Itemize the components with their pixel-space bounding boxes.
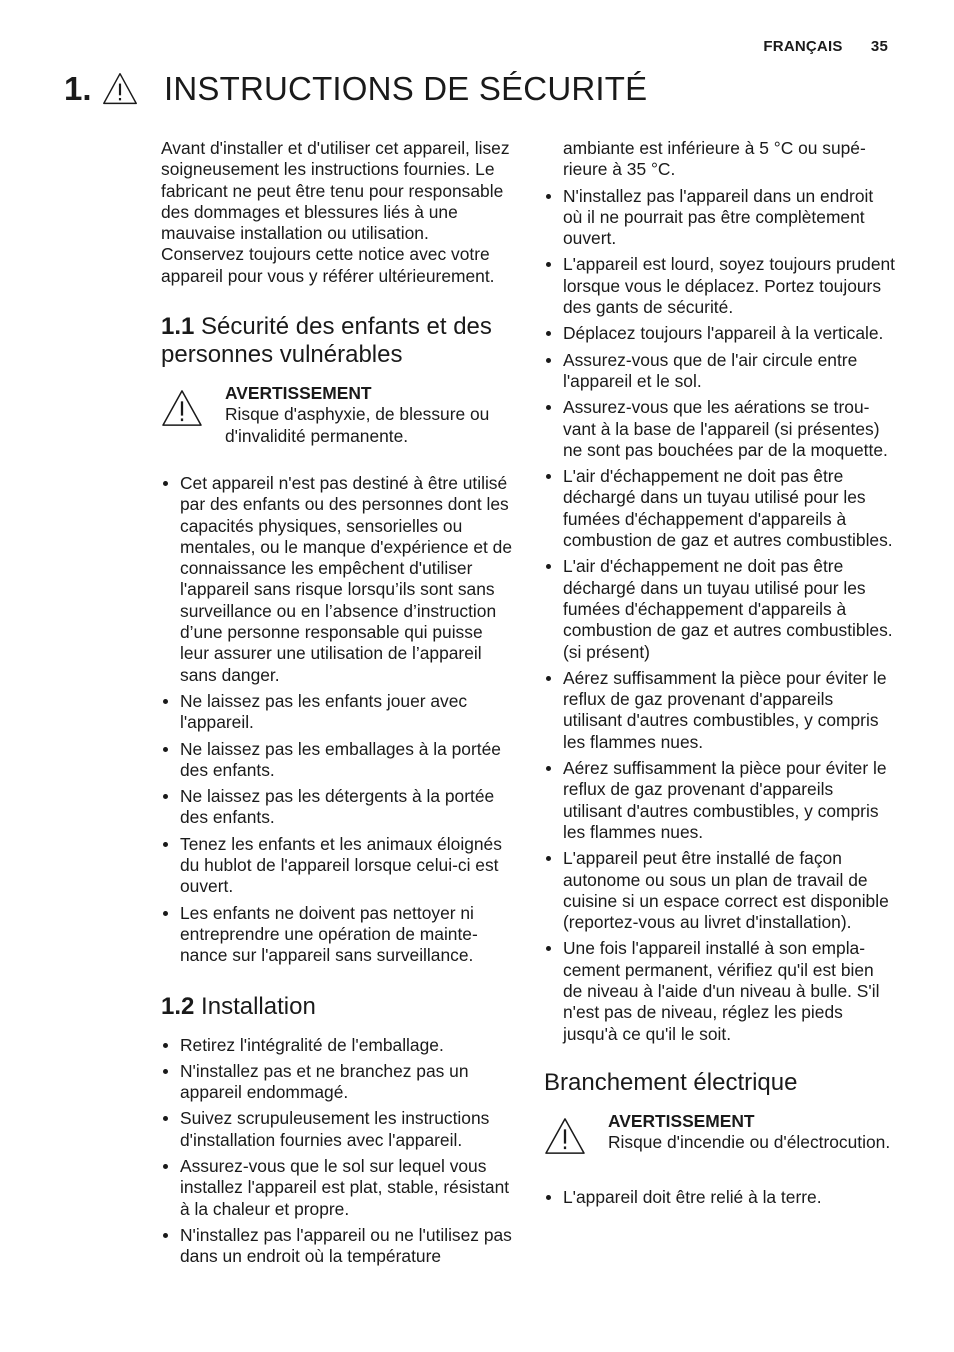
warning-text: Risque d'incendie ou d'électrocution. [608, 1132, 891, 1153]
electrical-heading: Branchement électrique [544, 1068, 798, 1096]
list-item: Déplacez toujours l'appareil à la verticale. [544, 323, 896, 344]
installation-list-continued [544, 138, 896, 1045]
warning-triangle-icon [102, 71, 138, 107]
list-item: L'air d'échappement ne doit pas être déchargé dans un tuyau utilisé pour les fumées d'échappement d'appareils à combustion de gaz et autres combustibles. [544, 466, 896, 551]
header-language: FRANÇAIS [763, 38, 843, 55]
list-item: Retirez l'intégralité de l'emballage. [161, 1035, 513, 1056]
children-safety-list [161, 473, 513, 967]
list-item: L'appareil est lourd, soyez toujours prudent lorsque vous le déplacez. Portez toujours des gants de sécurité. [544, 254, 896, 318]
list-item: Ne laissez pas les détergents à la portée des enfants. [161, 786, 513, 829]
warning-triangle-icon [544, 1117, 586, 1155]
chapter-title-text: INSTRUCTIONS DE SÉCURITÉ [164, 70, 648, 107]
list-item: Aérez suffisamment la pièce pour éviter le reflux de gaz provenant d'appareils utilisant d'autres combustibles, y compris les flammes nues. [544, 758, 896, 843]
list-item: Aérez suffisamment la pièce pour éviter le reflux de gaz provenant d'appareils utilisant d'autres combustibles, y compris les flammes nues. [544, 668, 896, 753]
list-item: N'installez pas l'appareil ou ne l'utilisez pas dans un endroit où la température [161, 1225, 513, 1268]
section-1-2-heading [161, 993, 513, 1021]
section-number: 1.1 [161, 313, 195, 341]
warning-box [161, 383, 513, 447]
list-item: Assurez-vous que le sol sur lequel vous installez l'appareil est plat, stable, résistant à la chaleur et propre. [161, 1156, 513, 1220]
list-item: Tenez les enfants et les animaux éloignés du hublot de l'appareil lorsque celui-ci est ouvert. [161, 834, 513, 898]
list-item: Suivez scrupuleusement les instructions d'installation fournies avec l'appareil. [161, 1108, 513, 1151]
list-item: Une fois l'appareil installé à son emplacement permanent, vérifiez qu'il est bien de niveau à l'aide d'un niveau à bulle. S'il n'est pas de niveau, réglez les pieds jusqu'à ce qu'il le soit. [544, 938, 896, 1044]
list-item: L'appareil doit être relié à la terre. [544, 1187, 896, 1208]
section-title: Installation [201, 992, 316, 1020]
warning-text: Risque d'asphyxie, de blessure ou d'invalidité permanente. [225, 404, 490, 446]
list-item: L'appareil peut être installé de façon autonome ou sous un plan de travail de cuisine si un espace correct est disponible (reportez-vous au livret d'installation). [544, 848, 896, 933]
list-item: Les enfants ne doivent pas nettoyer ni entreprendre une opération de maintenance sur l'appareil sans surveillance. [161, 903, 513, 967]
list-item-continuation: ambiante est inférieure à 5 °C ou supérieure à 35 °C. [563, 138, 866, 180]
section-title: Sécurité des enfants et des personnes vulnérables [161, 313, 492, 369]
warning-triangle-icon [161, 389, 203, 427]
intro-paragraph: Avant d'installer et d'utiliser cet appareil, lisez soigneusement les instructions fournies. Le fabricant ne peut être tenu pour responsable des dommages et blessures liés à une mauvaise installation ou utilisation. Conservez toujours cette notice avec votre appareil pour vous y référer ultérieurement. [161, 138, 510, 286]
section-1-1-heading [161, 313, 513, 369]
list-item: Assurez-vous que les aérations se trouvant à la base de l'appareil (si présentes) ne sont pas bouchées par de la moquette. [544, 397, 896, 461]
warning-title: AVERTISSEMENT [608, 1110, 755, 1131]
list-item: Ne laissez pas les emballages à la portée des enfants. [161, 739, 513, 782]
chapter-title [64, 64, 647, 114]
list-item: Assurez-vous que de l'air circule entre l'appareil et le sol. [544, 350, 896, 393]
warning-box [544, 1111, 896, 1161]
page-header [763, 38, 888, 55]
right-column [544, 138, 896, 1213]
installation-list [161, 1035, 513, 1268]
list-item: N'installez pas et ne branchez pas un appareil endommagé. [161, 1061, 513, 1104]
list-item: Ne laissez pas les enfants jouer avec l'appareil. [161, 691, 513, 734]
list-item: L'air d'échappement ne doit pas être déchargé dans un tuyau utilisé pour les fumées d'échappement d'appareils à combustion de gaz et autres combustibles. (si présent) [544, 556, 896, 662]
page-number: 35 [870, 38, 888, 55]
electrical-list [544, 1187, 896, 1208]
left-column [161, 138, 513, 1272]
chapter-number: 1. [64, 70, 92, 107]
section-number: 1.2 [161, 992, 195, 1020]
list-item: N'installez pas l'appareil dans un endroit où il ne pourrait pas être complètement ouvert. [544, 186, 896, 250]
list-item: Cet appareil n'est pas destiné à être utilisé par des enfants ou des personnes dont les capacités physiques, sensorielles ou mentales, ou le manque d'expérience et de connaissance les empêchent d'utiliser l'appareil sans risque lorsqu’ils sont sans surveillance ou en l’absence d’instruction d’une personne responsable qui puisse leur assurer une utilisation de l’appareil sans danger. [161, 473, 513, 686]
warning-title: AVERTISSEMENT [225, 383, 372, 404]
